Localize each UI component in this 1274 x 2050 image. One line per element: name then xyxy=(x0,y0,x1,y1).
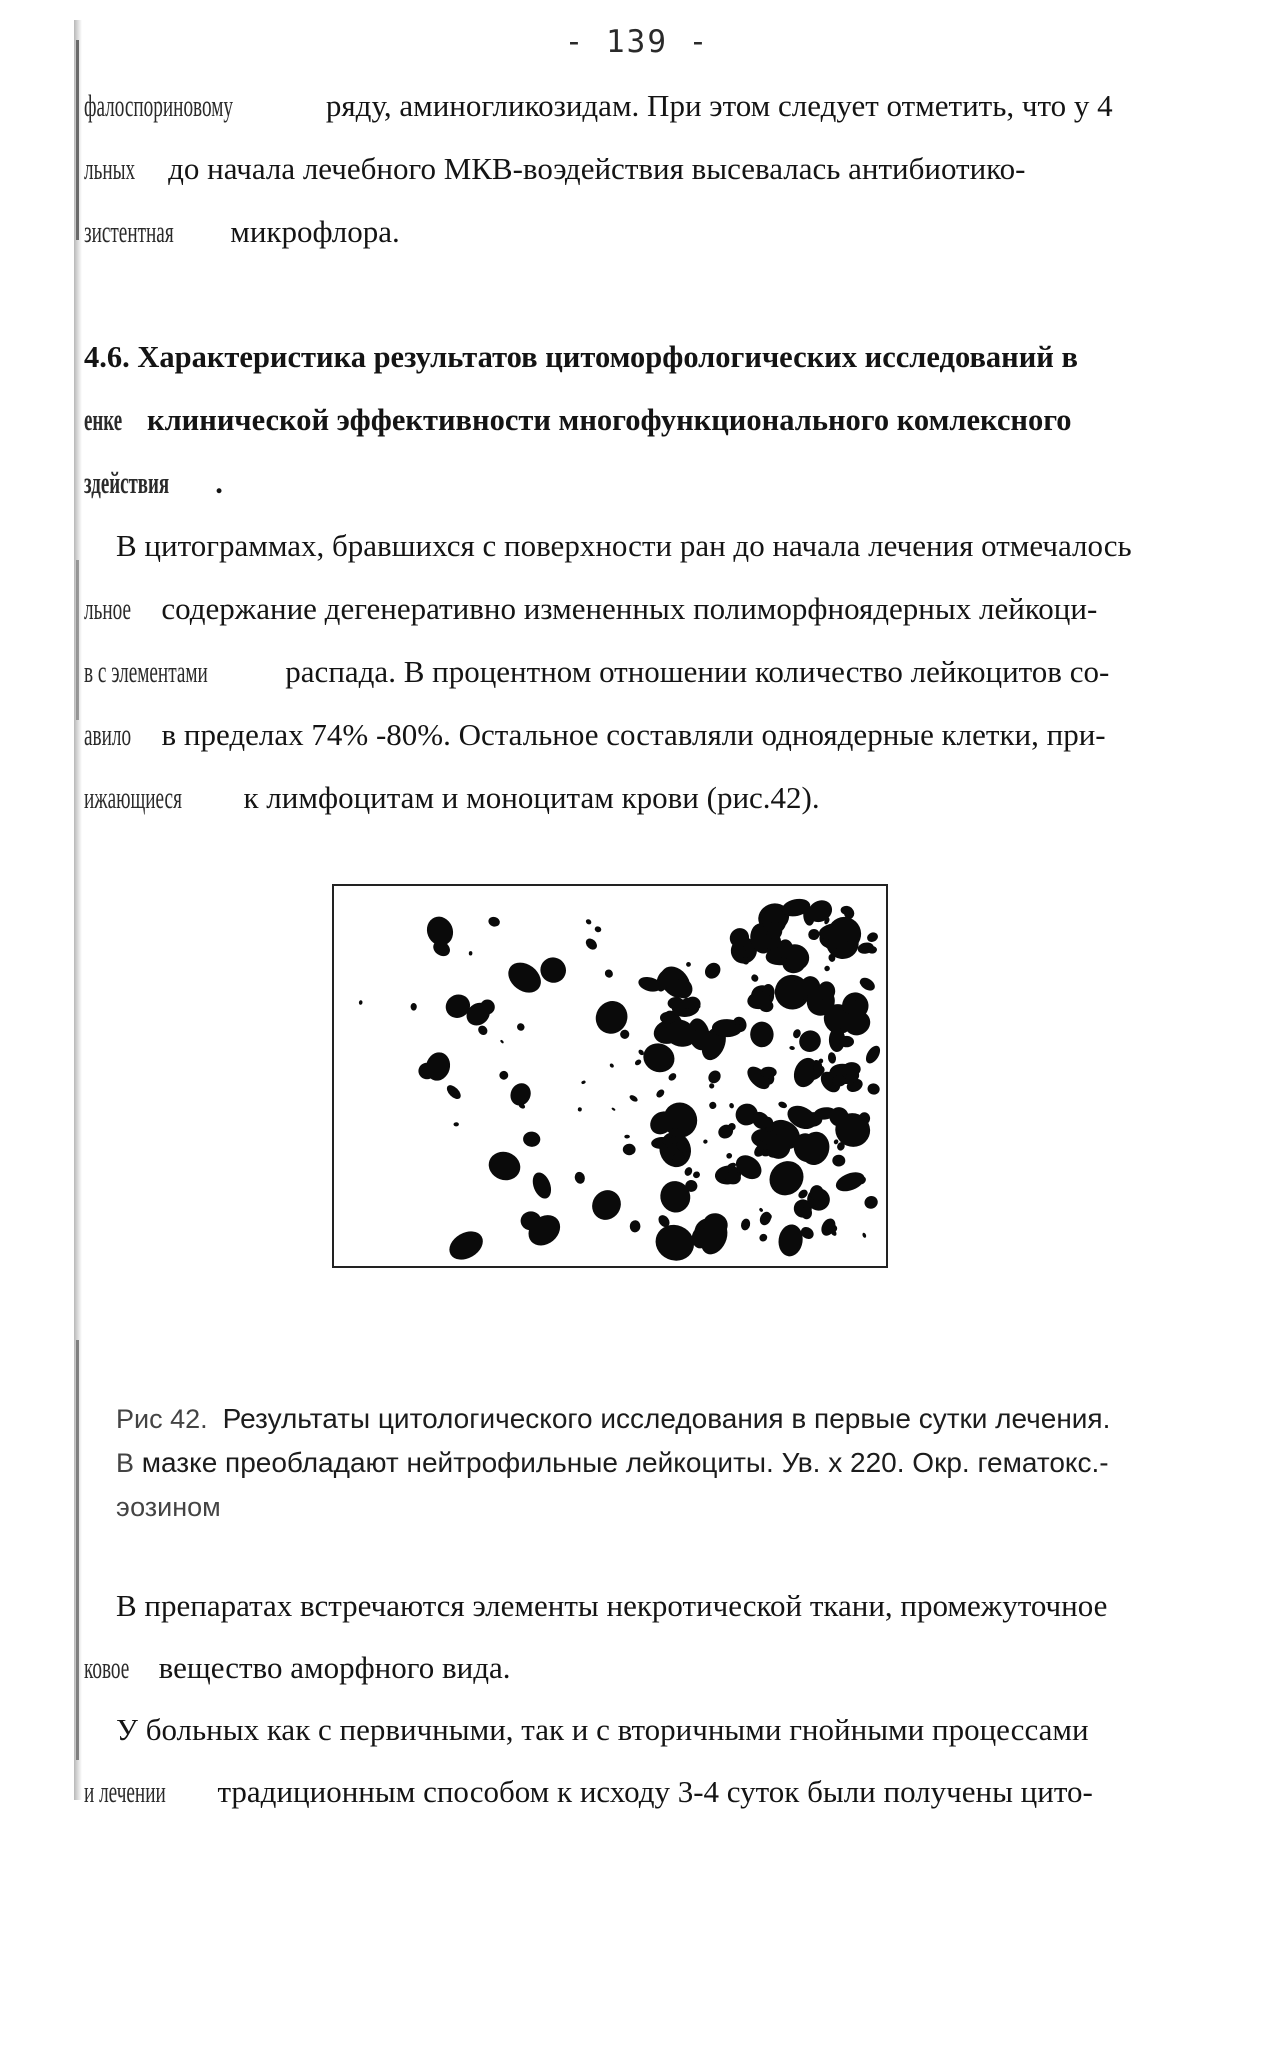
cell-blob xyxy=(708,1083,715,1090)
cell-blob xyxy=(725,1152,733,1160)
cell-blob xyxy=(750,1021,775,1048)
micrograph-figure xyxy=(332,884,888,1268)
cell-lobe xyxy=(668,997,685,1010)
text-fragment: вещество аморфного вида. xyxy=(150,1650,511,1685)
cell-blob xyxy=(498,1069,510,1081)
caption-text: мазке преобладают нейтрофильные лейкоциты. Ув. х 220. Окр. гематокс.- xyxy=(134,1447,1109,1478)
cell-blob xyxy=(655,1088,666,1099)
cell-blob xyxy=(650,1219,700,1266)
cell-blob xyxy=(603,968,614,979)
cell-blob xyxy=(516,1022,527,1033)
micrograph-image xyxy=(334,886,886,1266)
cell-blob xyxy=(469,951,473,956)
cell-blob xyxy=(411,1003,417,1011)
cell-blob xyxy=(586,1185,626,1226)
cell-blob xyxy=(444,1083,463,1102)
caption-text: эозином xyxy=(116,1492,221,1522)
cut-word: ковое xyxy=(84,1650,130,1685)
cut-word: авило xyxy=(84,717,132,752)
cell-blob xyxy=(823,965,831,973)
cell-blob xyxy=(584,936,600,952)
cut-word: зистентная xyxy=(84,214,174,249)
text-fragment: традиционным способом к исходу 3-4 суток были получены цито- xyxy=(209,1774,1093,1809)
text-fragment: содержание дегенеративно измененных полиморфноядерных лейкоци- xyxy=(153,591,1098,626)
cell-blob xyxy=(866,931,880,944)
cell-blob xyxy=(702,960,724,982)
cell-lobe xyxy=(833,919,853,942)
cell-lobe xyxy=(521,1211,542,1230)
cell-lobe xyxy=(838,1118,859,1142)
text-fragment: . xyxy=(215,466,223,500)
cut-word: льное xyxy=(84,591,132,626)
text-fragment: В цитограммах, бравшихся с поверхности ран до начала лечения отмечалось xyxy=(116,528,1132,563)
cell-lobe xyxy=(725,1171,741,1184)
cell-lobe xyxy=(760,1067,776,1078)
cell-blob xyxy=(863,1043,883,1066)
cell-lobe xyxy=(480,1000,495,1015)
cut-word: ижающиеся xyxy=(84,780,182,815)
cell-blob xyxy=(487,916,501,928)
text-fragment: к лимфоцитам и моноцитам крови (рис.42). xyxy=(235,780,820,815)
cell-blob xyxy=(577,1107,582,1112)
cell-blob xyxy=(758,1232,769,1243)
cell-blob xyxy=(709,1101,717,1109)
cell-lobe xyxy=(818,981,835,1000)
cell-lobe xyxy=(860,979,870,986)
binding-mark xyxy=(76,40,79,240)
cell-lobe xyxy=(418,1063,435,1080)
page-number: - 139 - xyxy=(564,24,710,60)
caption-line xyxy=(116,1404,1110,1434)
section-heading-line xyxy=(84,342,1078,373)
cut-word: здействия xyxy=(84,466,170,500)
caption-line xyxy=(116,1492,221,1522)
cut-word: льных xyxy=(84,151,136,186)
cell-blob xyxy=(866,1082,881,1096)
text-fragment: до начала лечебного МКВ-воэдействия высевалась антибиотико- xyxy=(160,151,1026,186)
cell-lobe xyxy=(810,1185,824,1201)
text-line xyxy=(116,1714,1089,1745)
cell-blob xyxy=(827,1052,837,1064)
caption-line xyxy=(116,1448,1109,1478)
cell-blob xyxy=(692,1170,701,1179)
cell-lobe xyxy=(832,1075,846,1086)
cell-lobe xyxy=(668,1188,687,1209)
cell-blob xyxy=(609,1063,615,1069)
text-line xyxy=(84,1776,1093,1807)
text-line xyxy=(84,656,1109,687)
cell-lobe xyxy=(762,1117,773,1128)
cell-blob xyxy=(862,1194,879,1211)
cell-blob xyxy=(573,1171,586,1185)
cell-lobe xyxy=(662,1137,674,1145)
cell-blob xyxy=(740,1218,751,1232)
cell-lobe xyxy=(660,1012,676,1024)
text-fragment: В препаратах встречаются элементы некротической ткани, промежуточное xyxy=(116,1588,1108,1623)
cell-blob xyxy=(359,1000,363,1005)
cell-blob xyxy=(634,1058,642,1066)
cut-word: в с элементами xyxy=(84,654,208,689)
cut-word: фалоспориновому xyxy=(84,88,234,123)
cell-blob xyxy=(685,961,691,967)
cell-blob xyxy=(750,973,760,983)
cell-lobe xyxy=(778,939,794,958)
cell-blob xyxy=(833,1169,867,1195)
cell-lobe xyxy=(843,1062,861,1076)
cell-blob xyxy=(500,1039,504,1044)
binding-mark xyxy=(76,1340,79,1760)
text-line xyxy=(84,782,820,813)
cell-blob xyxy=(777,1100,788,1109)
section-heading-text: 4.6. Характеристика результатов цитоморфологических исследований в xyxy=(84,340,1078,374)
section-heading-line xyxy=(84,468,223,499)
cell-blob xyxy=(522,1131,541,1148)
text-fragment: микрофлора. xyxy=(222,214,400,249)
cell-blob xyxy=(624,1135,630,1139)
cell-lobe xyxy=(768,922,783,940)
binding-mark xyxy=(76,560,79,720)
cell-blob xyxy=(807,927,822,942)
text-line xyxy=(116,1590,1107,1621)
text-line xyxy=(84,593,1097,624)
figure-label: Рис 42. xyxy=(116,1404,208,1434)
cell-lobe xyxy=(826,1224,837,1233)
cell-blob xyxy=(581,1080,586,1085)
cell-lobe xyxy=(801,1207,812,1220)
cell-blob xyxy=(789,1045,795,1050)
cell-lobe xyxy=(683,998,692,1009)
cell-blob xyxy=(623,1143,636,1155)
cell-blob xyxy=(759,1207,764,1212)
cell-lobe xyxy=(763,1213,771,1220)
cell-blob xyxy=(502,956,546,999)
cell-lobe xyxy=(759,1000,773,1012)
cell-blob xyxy=(594,925,602,933)
cell-lobe xyxy=(761,1149,771,1156)
cell-blob xyxy=(702,1139,708,1145)
cell-blob xyxy=(529,1170,554,1201)
text-fragment: в пределах 74% -80%. Остальное составляли одноядерные клетки, при- xyxy=(153,717,1106,752)
cell-blob xyxy=(776,1223,804,1258)
cell-blob xyxy=(667,1072,678,1083)
cell-blob xyxy=(706,1068,723,1086)
text-line xyxy=(84,1652,510,1683)
cut-word: и лечении xyxy=(84,1774,166,1809)
caption-text: В xyxy=(116,1448,135,1478)
cell-blob xyxy=(453,1122,459,1126)
cut-word: енке xyxy=(84,403,123,437)
caption-text: Результаты цитологического исследования в первые сутки лечения. xyxy=(222,1403,1111,1434)
text-fragment: У больных как с первичными, так и с вторичными гнойными процессами xyxy=(116,1712,1089,1747)
cell-lobe xyxy=(457,1239,478,1257)
cell-blob xyxy=(628,1094,638,1103)
text-line xyxy=(84,216,400,247)
cell-blob xyxy=(485,1147,525,1184)
text-fragment: распада. В процентном отношении количество лейкоцитов со- xyxy=(277,654,1110,689)
text-line xyxy=(84,153,1025,184)
text-line xyxy=(84,719,1106,750)
cell-blob xyxy=(611,1107,616,1111)
cell-blob xyxy=(476,1024,489,1037)
section-heading-line xyxy=(84,405,1072,436)
text-fragment: клинической эффективности многофункционального комлексного xyxy=(139,403,1072,437)
cell-blob xyxy=(862,1232,867,1238)
text-line xyxy=(116,530,1132,561)
text-fragment: ряду, аминогликозидам. При этом следует отметить, что у 4 xyxy=(318,88,1113,123)
cell-lobe xyxy=(867,946,877,954)
text-line xyxy=(84,90,1113,121)
cell-lobe xyxy=(804,1112,822,1127)
cell-blob xyxy=(629,1220,641,1233)
cell-blob xyxy=(729,1102,735,1109)
cell-blob xyxy=(585,918,593,925)
cell-blob xyxy=(832,1154,845,1166)
cell-blob xyxy=(683,1166,694,1177)
cell-lobe xyxy=(839,1036,854,1047)
